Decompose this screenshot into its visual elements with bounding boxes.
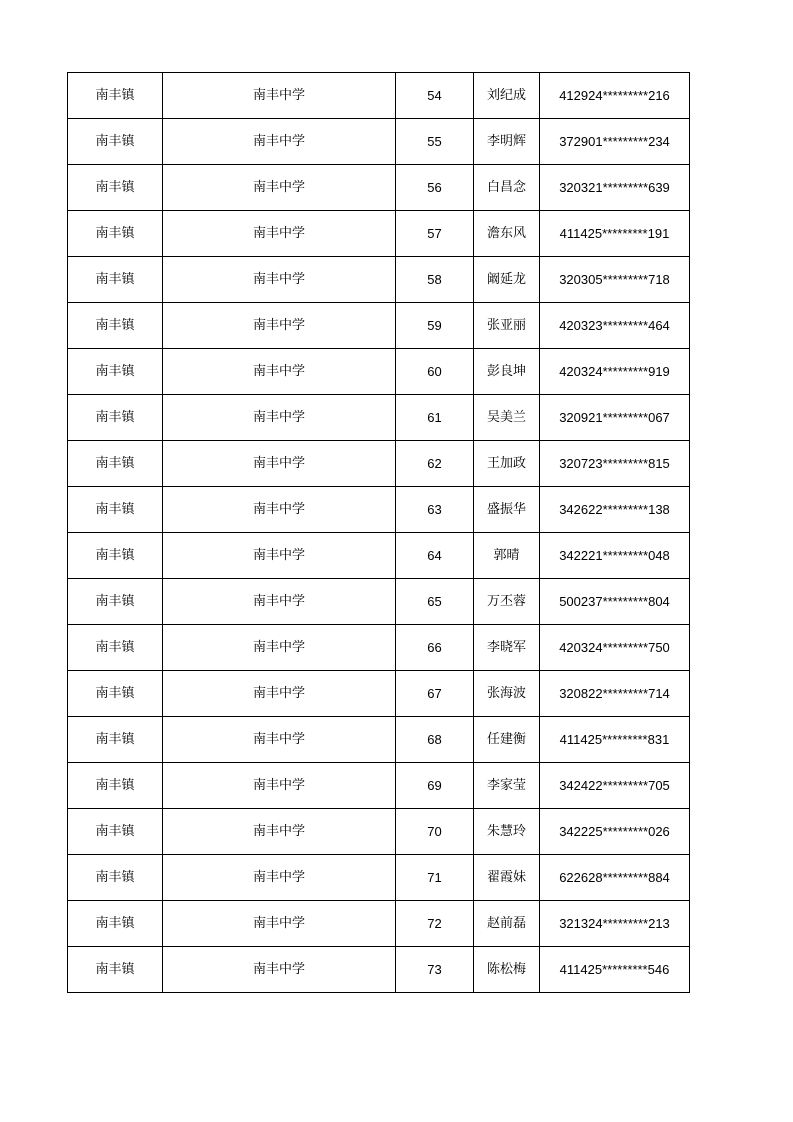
id-number-cell: 342225*********026 xyxy=(540,809,690,855)
town-cell: 南丰镇 xyxy=(68,487,163,533)
table-row xyxy=(68,303,690,349)
id-number-cell: 372901*********234 xyxy=(540,119,690,165)
school-cell: 南丰中学 xyxy=(163,901,396,947)
id-number-cell: 342221*********048 xyxy=(540,533,690,579)
person-name-cell: 赵前磊 xyxy=(474,901,540,947)
table-row xyxy=(68,349,690,395)
person-name-cell: 张海波 xyxy=(474,671,540,717)
school-cell: 南丰中学 xyxy=(163,579,396,625)
person-name-cell: 陈松梅 xyxy=(474,947,540,993)
person-name-cell: 李晓军 xyxy=(474,625,540,671)
serial-number-cell: 62 xyxy=(396,441,474,487)
serial-number-cell: 60 xyxy=(396,349,474,395)
table-row xyxy=(68,441,690,487)
table-row xyxy=(68,73,690,119)
school-cell: 南丰中学 xyxy=(163,809,396,855)
person-name-cell: 白昌念 xyxy=(474,165,540,211)
person-name-cell: 李明辉 xyxy=(474,119,540,165)
town-cell: 南丰镇 xyxy=(68,349,163,395)
serial-number-cell: 64 xyxy=(396,533,474,579)
roster-table xyxy=(67,72,690,993)
serial-number-cell: 73 xyxy=(396,947,474,993)
person-name-cell: 王加政 xyxy=(474,441,540,487)
town-cell: 南丰镇 xyxy=(68,625,163,671)
table-row xyxy=(68,257,690,303)
id-number-cell: 411425*********831 xyxy=(540,717,690,763)
town-cell: 南丰镇 xyxy=(68,855,163,901)
id-number-cell: 420323*********464 xyxy=(540,303,690,349)
id-number-cell: 320822*********714 xyxy=(540,671,690,717)
serial-number-cell: 55 xyxy=(396,119,474,165)
serial-number-cell: 66 xyxy=(396,625,474,671)
table-row xyxy=(68,671,690,717)
town-cell: 南丰镇 xyxy=(68,533,163,579)
town-cell: 南丰镇 xyxy=(68,165,163,211)
table-row xyxy=(68,717,690,763)
person-name-cell: 吴美兰 xyxy=(474,395,540,441)
serial-number-cell: 70 xyxy=(396,809,474,855)
id-number-cell: 500237*********804 xyxy=(540,579,690,625)
table-row xyxy=(68,211,690,257)
town-cell: 南丰镇 xyxy=(68,73,163,119)
serial-number-cell: 72 xyxy=(396,901,474,947)
serial-number-cell: 57 xyxy=(396,211,474,257)
roster-body xyxy=(68,73,690,993)
town-cell: 南丰镇 xyxy=(68,211,163,257)
serial-number-cell: 61 xyxy=(396,395,474,441)
person-name-cell: 郭晴 xyxy=(474,533,540,579)
id-number-cell: 420324*********750 xyxy=(540,625,690,671)
person-name-cell: 盛振华 xyxy=(474,487,540,533)
school-cell: 南丰中学 xyxy=(163,349,396,395)
town-cell: 南丰镇 xyxy=(68,441,163,487)
serial-number-cell: 65 xyxy=(396,579,474,625)
table-row xyxy=(68,763,690,809)
serial-number-cell: 63 xyxy=(396,487,474,533)
table-row xyxy=(68,487,690,533)
school-cell: 南丰中学 xyxy=(163,763,396,809)
serial-number-cell: 71 xyxy=(396,855,474,901)
id-number-cell: 320921*********067 xyxy=(540,395,690,441)
serial-number-cell: 56 xyxy=(396,165,474,211)
id-number-cell: 342622*********138 xyxy=(540,487,690,533)
person-name-cell: 刘纪成 xyxy=(474,73,540,119)
town-cell: 南丰镇 xyxy=(68,395,163,441)
school-cell: 南丰中学 xyxy=(163,165,396,211)
school-cell: 南丰中学 xyxy=(163,533,396,579)
table-row xyxy=(68,395,690,441)
serial-number-cell: 67 xyxy=(396,671,474,717)
town-cell: 南丰镇 xyxy=(68,303,163,349)
serial-number-cell: 68 xyxy=(396,717,474,763)
school-cell: 南丰中学 xyxy=(163,441,396,487)
town-cell: 南丰镇 xyxy=(68,763,163,809)
table-row xyxy=(68,165,690,211)
table-row xyxy=(68,533,690,579)
school-cell: 南丰中学 xyxy=(163,717,396,763)
person-name-cell: 彭良坤 xyxy=(474,349,540,395)
school-cell: 南丰中学 xyxy=(163,671,396,717)
school-cell: 南丰中学 xyxy=(163,119,396,165)
town-cell: 南丰镇 xyxy=(68,671,163,717)
id-number-cell: 420324*********919 xyxy=(540,349,690,395)
serial-number-cell: 54 xyxy=(396,73,474,119)
person-name-cell: 万丕蓉 xyxy=(474,579,540,625)
table-row xyxy=(68,855,690,901)
id-number-cell: 321324*********213 xyxy=(540,901,690,947)
person-name-cell: 张亚丽 xyxy=(474,303,540,349)
person-name-cell: 翟霞妹 xyxy=(474,855,540,901)
id-number-cell: 412924*********216 xyxy=(540,73,690,119)
serial-number-cell: 58 xyxy=(396,257,474,303)
table-row xyxy=(68,809,690,855)
id-number-cell: 622628*********884 xyxy=(540,855,690,901)
table-row xyxy=(68,947,690,993)
school-cell: 南丰中学 xyxy=(163,947,396,993)
school-cell: 南丰中学 xyxy=(163,395,396,441)
person-name-cell: 李家莹 xyxy=(474,763,540,809)
school-cell: 南丰中学 xyxy=(163,487,396,533)
town-cell: 南丰镇 xyxy=(68,579,163,625)
id-number-cell: 320305*********718 xyxy=(540,257,690,303)
town-cell: 南丰镇 xyxy=(68,809,163,855)
person-name-cell: 朱慧玲 xyxy=(474,809,540,855)
school-cell: 南丰中学 xyxy=(163,211,396,257)
id-number-cell: 411425*********191 xyxy=(540,211,690,257)
table-row xyxy=(68,579,690,625)
town-cell: 南丰镇 xyxy=(68,717,163,763)
serial-number-cell: 69 xyxy=(396,763,474,809)
school-cell: 南丰中学 xyxy=(163,625,396,671)
town-cell: 南丰镇 xyxy=(68,901,163,947)
table-row xyxy=(68,119,690,165)
person-name-cell: 澹东风 xyxy=(474,211,540,257)
town-cell: 南丰镇 xyxy=(68,947,163,993)
person-name-cell: 任建衡 xyxy=(474,717,540,763)
school-cell: 南丰中学 xyxy=(163,855,396,901)
town-cell: 南丰镇 xyxy=(68,257,163,303)
town-cell: 南丰镇 xyxy=(68,119,163,165)
table-row xyxy=(68,625,690,671)
table-row xyxy=(68,901,690,947)
person-name-cell: 阚延龙 xyxy=(474,257,540,303)
id-number-cell: 320321*********639 xyxy=(540,165,690,211)
school-cell: 南丰中学 xyxy=(163,257,396,303)
id-number-cell: 342422*********705 xyxy=(540,763,690,809)
school-cell: 南丰中学 xyxy=(163,303,396,349)
school-cell: 南丰中学 xyxy=(163,73,396,119)
id-number-cell: 411425*********546 xyxy=(540,947,690,993)
serial-number-cell: 59 xyxy=(396,303,474,349)
id-number-cell: 320723*********815 xyxy=(540,441,690,487)
